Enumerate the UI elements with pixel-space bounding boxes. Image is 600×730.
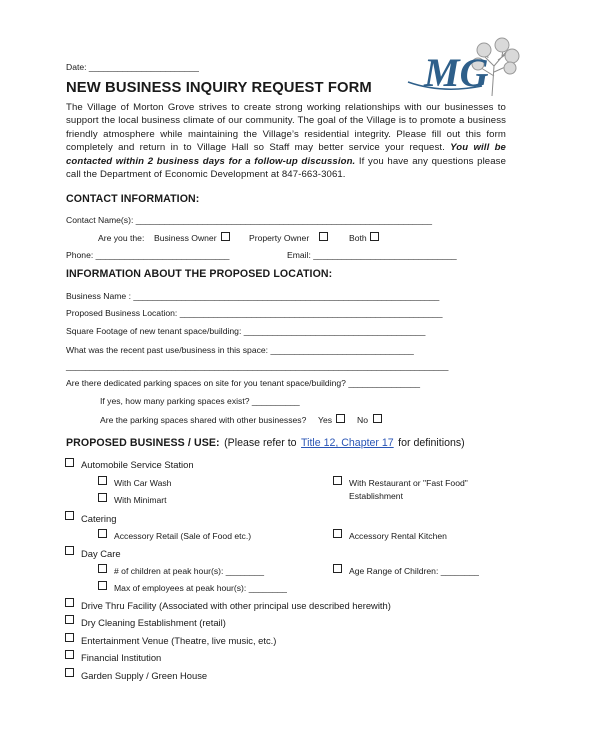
property-owner-checkbox[interactable] — [319, 232, 328, 241]
accessory-rental-label: Accessory Rental Kitchen — [349, 531, 447, 541]
catering-label: Catering — [81, 513, 117, 524]
intro-paragraph — [66, 101, 506, 181]
restaurant-label: With Restaurant or "Fast Food" — [349, 478, 468, 488]
parking-field[interactable]: Are there dedicated parking spaces on site for you tenant space/building? _______________ — [66, 378, 421, 388]
accessory-retail-label: Accessory Retail (Sale of Food etc.) — [114, 531, 252, 541]
no-label: No — [357, 415, 368, 425]
shared-yes-checkbox[interactable] — [336, 414, 345, 423]
intro-bold: You will be contacted within 2 business days for a follow-up discussion. — [66, 142, 506, 167]
automobile-label: Automobile Service Station — [81, 459, 194, 470]
both-label: Both — [349, 233, 367, 243]
title12-link[interactable]: Title 12, Chapter 17 — [301, 437, 394, 449]
financial-checkbox[interactable] — [65, 650, 74, 659]
entertainment-checkbox[interactable] — [65, 633, 74, 642]
car-wash-label: With Car Wash — [114, 478, 172, 488]
employees-field[interactable]: Max of employees at peak hour(s): ________ — [114, 583, 287, 593]
day-care-label: Day Care — [81, 548, 121, 559]
drive-thru-label: Drive Thru Facility (Associated with other principal use described herewith) — [81, 600, 391, 611]
minimart-label: With Minimart — [114, 495, 167, 505]
dry-cleaning-checkbox[interactable] — [65, 615, 74, 624]
location-header-colon: : — [328, 268, 333, 280]
property-owner-label: Property Owner — [249, 233, 310, 243]
logo-text: MG — [424, 50, 489, 95]
contact-header: CONTACT INFORMATION: — [66, 193, 200, 205]
village-logo — [402, 36, 522, 102]
accessory-retail-checkbox[interactable] — [98, 529, 107, 538]
parking-count-field[interactable]: If yes, how many parking spaces exist? __________ — [100, 396, 300, 406]
phone-field[interactable]: Phone: ____________________________ — [66, 250, 230, 260]
past-use-continuation[interactable]: ________________________________________________________________________________ — [66, 361, 449, 371]
shared-no-checkbox[interactable] — [373, 414, 382, 423]
square-footage-field[interactable]: Square Footage of new tenant space/building: ______________________________________ — [66, 326, 426, 336]
business-name-field[interactable]: Business Name : ________________________________________________________________ — [66, 291, 440, 301]
past-use-field[interactable]: What was the recent past use/business in this space: ______________________________ — [66, 345, 414, 355]
date-field[interactable]: Date: _______________________ — [66, 62, 199, 72]
children-checkbox[interactable] — [98, 564, 107, 573]
intro-text: The Village of Morton Grove strives to create strong working relationships with our businesses to support the local business climate of our community. The goal of the Village is to promote a business friendly atmosphere while maintaining the Village’s residential integrity. Please fill out this form completely and return in to Village Hall so Staff may better service your request. — [66, 102, 506, 154]
proposed-header-row — [66, 433, 465, 451]
business-owner-label: Business Owner — [154, 233, 217, 243]
yes-label: Yes — [318, 415, 333, 425]
contact-names-field[interactable]: Contact Name(s): ______________________________________________________________ — [66, 215, 433, 225]
both-checkbox[interactable] — [370, 232, 379, 241]
entertainment-label: Entertainment Venue (Theatre, live music, etc.) — [81, 635, 277, 646]
business-owner-checkbox[interactable] — [221, 232, 230, 241]
shared-parking-label: Are the parking spaces shared with other businesses? — [100, 415, 307, 425]
intro-text-2: If you have any questions please call the Department of Economic Development at 847-663-3061. — [66, 155, 507, 181]
email-field[interactable]: Email: ______________________________ — [287, 250, 457, 260]
children-field[interactable]: # of children at peak hour(s): ________ — [114, 566, 265, 576]
automobile-checkbox[interactable] — [65, 458, 74, 467]
drive-thru-checkbox[interactable] — [65, 598, 74, 607]
restaurant-checkbox[interactable] — [333, 476, 342, 485]
location-field[interactable]: Proposed Business Location: _______________________________________________________ — [66, 308, 443, 318]
financial-label: Financial Institution — [81, 652, 162, 663]
dry-cleaning-label: Dry Cleaning Establishment (retail) — [81, 617, 226, 628]
location-header — [66, 268, 332, 280]
restaurant-label-2: Establishment — [349, 491, 403, 501]
are-you-label: Are you the: — [98, 233, 145, 243]
catering-checkbox[interactable] — [65, 511, 74, 520]
form-title: NEW BUSINESS INQUIRY REQUEST FORM — [66, 80, 372, 96]
minimart-checkbox[interactable] — [98, 493, 107, 502]
age-range-checkbox[interactable] — [333, 564, 342, 573]
employees-checkbox[interactable] — [98, 581, 107, 590]
location-header-text: INFORMATION ABOUT THE PROPOSED LOCATION — [66, 268, 329, 280]
garden-label: Garden Supply / Green House — [81, 670, 208, 681]
refer-text: (Please refer to — [224, 437, 297, 449]
car-wash-checkbox[interactable] — [98, 476, 107, 485]
garden-checkbox[interactable] — [65, 668, 74, 677]
day-care-checkbox[interactable] — [65, 546, 74, 555]
accessory-rental-checkbox[interactable] — [333, 529, 342, 538]
proposed-header: PROPOSED BUSINESS / USE: — [66, 437, 220, 449]
age-range-field[interactable]: Age Range of Children: ________ — [349, 566, 479, 576]
refer-text-2: for definitions) — [398, 437, 465, 449]
